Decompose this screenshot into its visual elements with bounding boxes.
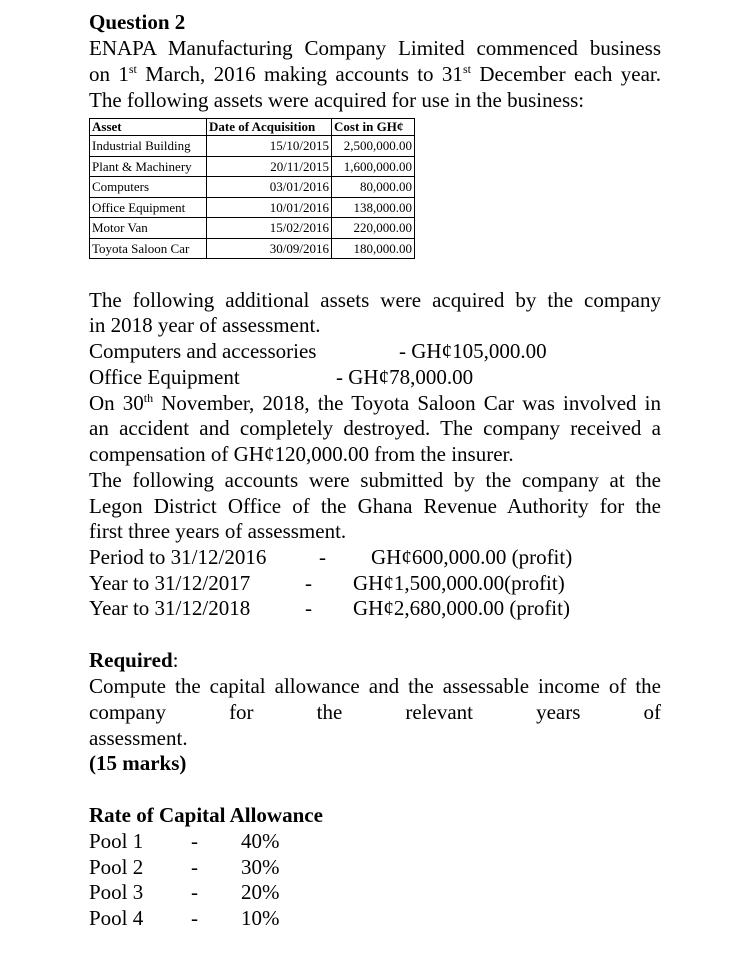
table-row bbox=[90, 177, 415, 198]
rate-item bbox=[89, 880, 661, 905]
accounts-line: first three years of assessment. bbox=[89, 519, 347, 543]
dash: - bbox=[191, 906, 198, 931]
rate-item bbox=[89, 906, 661, 931]
accident-line: compensation of GH¢120,000.00 from the insurer. bbox=[89, 442, 514, 466]
cell-cost: 1,600,000.00 bbox=[332, 156, 415, 177]
header-cost: Cost in GH¢ bbox=[332, 119, 415, 136]
dash: - bbox=[191, 880, 198, 905]
required-line: Compute the capital allowance and the assessable income of the bbox=[89, 674, 661, 698]
dash: - bbox=[191, 829, 198, 853]
additional-line: The following additional assets were acquired by the company bbox=[89, 288, 661, 312]
pool-label: Pool 1 bbox=[89, 829, 144, 853]
additional-line: in 2018 year of assessment. bbox=[89, 313, 321, 337]
marks: (15 marks) bbox=[89, 751, 187, 775]
required-heading: Required: bbox=[89, 648, 179, 672]
intro-line: on 1st March, 2016 making accounts to 31st December each year. bbox=[89, 62, 662, 86]
table-row bbox=[90, 136, 415, 157]
intro-line: The following assets were acquired for use in the business: bbox=[89, 88, 585, 112]
cell-asset: Industrial Building bbox=[90, 136, 207, 157]
table-row bbox=[90, 218, 415, 239]
cell-asset: Computers bbox=[90, 177, 207, 198]
accounts-line: Legon District Office of the Ghana Revenue Authority for the bbox=[89, 494, 661, 518]
accounts-line: The following accounts were submitted by the company at the bbox=[89, 468, 661, 492]
rate-value: 40% bbox=[241, 829, 280, 853]
cell-asset: Office Equipment bbox=[90, 197, 207, 218]
additional-item: Computers and accessories - GH¢105,000.00 bbox=[89, 339, 547, 363]
cell-cost: 180,000.00 bbox=[332, 238, 415, 259]
table-row bbox=[90, 156, 415, 177]
table-row bbox=[90, 197, 415, 218]
cell-cost: 80,000.00 bbox=[332, 177, 415, 198]
cell-date: 15/10/2015 bbox=[207, 136, 332, 157]
cell-cost: 2,500,000.00 bbox=[332, 136, 415, 157]
rates-heading: Rate of Capital Allowance bbox=[89, 803, 323, 827]
cell-date: 20/11/2015 bbox=[207, 156, 332, 177]
rate-item bbox=[89, 829, 661, 854]
account-item: Year to 31/12/2018 - GH¢2,680,000.00 (profit) bbox=[89, 596, 570, 620]
dash: - bbox=[191, 854, 198, 879]
table-row bbox=[90, 238, 415, 259]
accident-line: On 30th November, 2018, the Toyota Saloon Car was involved in bbox=[89, 391, 661, 415]
pool-label: Pool 2 bbox=[89, 854, 144, 879]
account-item: Year to 31/12/2017 - GH¢1,500,000.00(profit) bbox=[89, 571, 565, 595]
intro-line: ENAPA Manufacturing Company Limited commenced business bbox=[89, 36, 661, 60]
cell-asset: Motor Van bbox=[90, 218, 207, 239]
cell-date: 03/01/2016 bbox=[207, 177, 332, 198]
cell-date: 15/02/2016 bbox=[207, 218, 332, 239]
accident-line: an accident and completely destroyed. The company received a bbox=[89, 416, 661, 440]
cell-date: 30/09/2016 bbox=[207, 238, 332, 259]
rate-value: 30% bbox=[241, 854, 280, 879]
cell-date: 10/01/2016 bbox=[207, 197, 332, 218]
required-line: assessment. bbox=[89, 726, 188, 750]
required-line: company for the relevant years of bbox=[89, 700, 661, 724]
header-date: Date of Acquisition bbox=[207, 119, 332, 136]
cell-asset: Plant & Machinery bbox=[90, 156, 207, 177]
pool-label: Pool 4 bbox=[89, 906, 144, 931]
additional-item: Office Equipment - GH¢78,000.00 bbox=[89, 365, 474, 389]
table-header-row bbox=[90, 119, 415, 136]
header-asset: Asset bbox=[90, 119, 207, 136]
cell-asset: Toyota Saloon Car bbox=[90, 238, 207, 259]
question-title: Question 2 bbox=[89, 10, 186, 34]
pool-label: Pool 3 bbox=[89, 880, 144, 905]
cell-cost: 138,000.00 bbox=[332, 197, 415, 218]
account-item: Period to 31/12/2016 - GH¢600,000.00 (profit) bbox=[89, 545, 573, 569]
cell-cost: 220,000.00 bbox=[332, 218, 415, 239]
rate-value: 20% bbox=[241, 880, 280, 905]
assets-table bbox=[89, 118, 415, 259]
rate-item bbox=[89, 855, 661, 880]
rate-value: 10% bbox=[241, 906, 280, 931]
